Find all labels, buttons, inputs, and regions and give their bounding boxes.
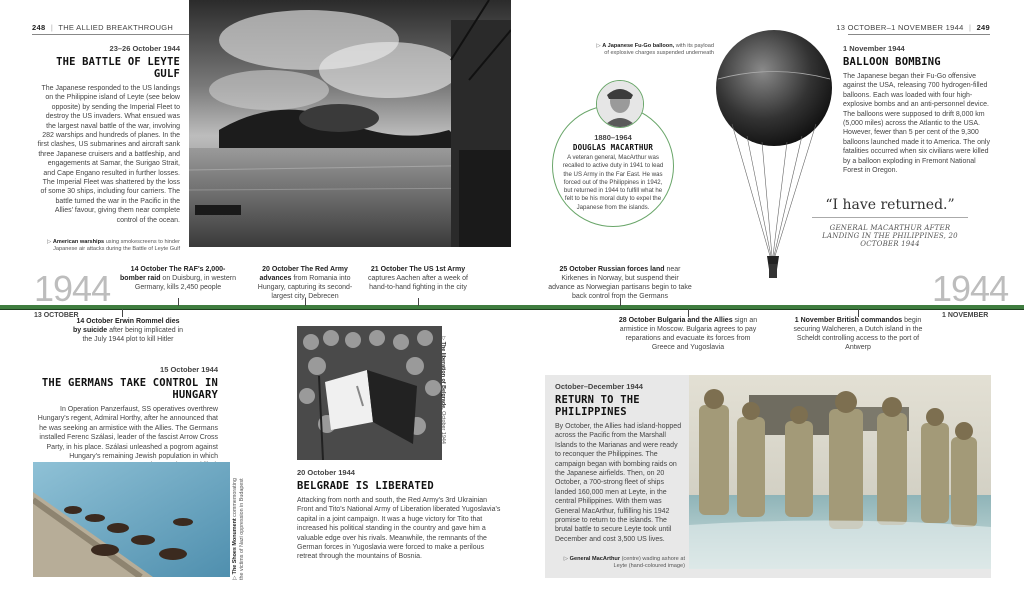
header-rule-left bbox=[32, 34, 190, 35]
timeline-entry-bold: 25 October Russian forces land bbox=[559, 266, 665, 273]
timeline-entry-below bbox=[618, 316, 758, 352]
timeline-entry-above bbox=[548, 265, 692, 301]
running-title-left: THE ALLIED BREAKTHROUGH bbox=[58, 23, 174, 32]
balloon-section bbox=[843, 44, 993, 175]
belgrade-liberation-photo bbox=[297, 326, 442, 460]
balloon-title: BALLOON BOMBING bbox=[843, 56, 941, 68]
timeline-year-left: 1944 bbox=[34, 268, 111, 309]
timeline-entry-above bbox=[368, 265, 468, 292]
philippines-date: October–December 1944 bbox=[555, 382, 643, 391]
belgrade-body: Attacking from north and south, the Red Army's 3rd Ukrainian Front and Tito's National Army of Liberation liberated Yugoslavia's capital in a joint campaign. It was a huge victory for Tito that increased his political standing in the country and gave him a valuable edge over his rivals. Meanwhile, the remnants of the German forces in Yugoslavia were forced to make a perilous retreat through the mountains of Bosnia. bbox=[297, 497, 501, 561]
philippines-caption: ▷ General MacArthur (centre) wading ashore at Leyte (hand-coloured image) bbox=[563, 556, 685, 570]
macarthur-name: DOUGLAS MACARTHUR bbox=[572, 143, 654, 152]
belgrade-caption: ▷ The liberation of Belgrade, October 1944 bbox=[440, 336, 446, 444]
balloon-caption-bold: A Japanese Fu-Go balloon, bbox=[602, 43, 675, 49]
hungary-section bbox=[36, 365, 218, 471]
leyte-body: The Japanese responded to the US landings on the Philippine island of Leyte (see below opposite) by sending the Imperial Fleet to destroy the US invaders. What ensued was the largest naval battle of the war, involving 282 warships and hundreds of planes. In the first clashes, US submarines and aircraft sank three Japanese cruisers and a battleship, and engagements at Samar, the Surigao Strait, and Cape Engano resulted in further losses. The Imperial Fleet was shattered by the loss of some 30 ships, including four carriers. The battle turned the war in the Pacific in the Allies' favour, giving them near complete control of the ocean. bbox=[37, 85, 180, 224]
balloon-body: The Japanese began their Fu-Go offensive against the USA, releasing 700 hydrogen-filled balloons. Each was loaded with four high-explosive bombs and an anti-personnel device. The balloons were supposed to drift 8,000 km (5,000 miles) across the Atlantic to the USA. However, fewer than 5 per cent of the 9,300 balloons launched made it to America. The only fatalities occurred when six civilians were killed by a balloon exploding in Fremont National Forest in Oregon. bbox=[843, 73, 990, 175]
timeline-end-date: 1 NOVEMBER bbox=[942, 312, 989, 319]
macarthur-years: 1880–1964 bbox=[594, 133, 632, 142]
running-title-right: 13 OCTOBER–1 NOVEMBER 1944 bbox=[836, 23, 964, 32]
quote-text: “I have returned.” bbox=[825, 197, 955, 213]
leyte-caption: ▷ American warships using smokescreens to hinder Japanese air attacks during the Battle of Leyte Gulf bbox=[46, 239, 180, 253]
macarthur-body: A veteran general, MacArthur was recalled to active duty in 1941 to lead the US Army in the Far East. He was forced out of the Philippines in 1942, but returned in 1944 to fulfill what he felt to be his moral duty to expel the Japanese from the islands. bbox=[562, 154, 664, 211]
macarthur-portrait bbox=[596, 80, 644, 128]
page-header-left: 248 | THE ALLIED BREAKTHROUGH bbox=[32, 23, 174, 32]
timeline-entry-bold: 28 October Bulgaria and the Allies bbox=[618, 317, 733, 324]
header-rule-right bbox=[848, 34, 990, 35]
belgrade-caption-bold: The liberation of Belgrade, bbox=[440, 341, 446, 410]
leyte-title: THE BATTLE OF LEYTE GULF bbox=[56, 56, 180, 80]
timeline-tick bbox=[122, 309, 123, 317]
belgrade-title: BELGRADE IS LIBERATED bbox=[297, 480, 434, 492]
timeline-start-date: 13 OCTOBER bbox=[34, 312, 79, 319]
shoes-caption-text: commemorating the victims of Nazi oppression in Budapest bbox=[232, 478, 245, 580]
macarthur-landing-photo bbox=[689, 375, 991, 569]
balloon-caption: ▷ A Japanese Fu-Go balloon, with its payload of explosive charges suspended underneath bbox=[596, 43, 714, 56]
belgrade-date: 20 October 1944 bbox=[297, 468, 355, 477]
belgrade-caption-text: October 1944 bbox=[440, 411, 446, 444]
macarthur-bio bbox=[561, 133, 665, 212]
timeline-entry-below bbox=[72, 317, 184, 344]
timeline-entry-text: captures Aachen after a week of hand-to-hand fighting in the city bbox=[368, 275, 469, 291]
philippines-section bbox=[555, 382, 685, 570]
leyte-section bbox=[36, 44, 180, 253]
timeline-entry-text: on Duisburg, in western Germany, kills 2,450 people bbox=[134, 275, 236, 291]
shoes-monument-photo bbox=[33, 462, 230, 577]
timeline-entry-above bbox=[250, 265, 360, 301]
page-header-right: 13 OCTOBER–1 NOVEMBER 1944 | 249 bbox=[836, 23, 990, 32]
timeline-entry-bold: 14 October Erwin Rommel dies by suicide bbox=[72, 318, 180, 334]
timeline-entry-below bbox=[790, 316, 926, 352]
leyte-date: 23–26 October 1944 bbox=[109, 44, 180, 53]
timeline-entry-text: near Kirkenes in Norway, but suspend their advance as Norwegian partisans begin to take back control from the Germans bbox=[548, 266, 692, 300]
shoes-caption-bold: The Shoes Monument bbox=[232, 518, 238, 575]
leyte-caption-text: using smokescreens to hinder Japanese air attacks during the Battle of Leyte Gulf bbox=[53, 239, 180, 253]
philippines-caption-text: (centre) wading ashore at Leyte (hand-coloured image) bbox=[613, 556, 685, 570]
timeline-entry-above bbox=[118, 265, 238, 292]
timeline-entry-text: after being implicated in the July 1944 plot to kill Hitler bbox=[82, 327, 184, 343]
quote-attribution: GENERAL MACARTHUR AFTER LANDING IN THE PHILIPPINES, 20 OCTOBER 1944 bbox=[822, 224, 958, 248]
timeline-entry-bold: 20 October The Red Army advances bbox=[259, 266, 348, 282]
timeline-bar-shadow bbox=[0, 309, 1024, 310]
hungary-title: THE GERMANS TAKE CONTROL IN HUNGARY bbox=[41, 377, 218, 401]
balloon-date: 1 November 1944 bbox=[843, 44, 905, 53]
timeline-tick bbox=[418, 298, 419, 306]
timeline-entry-bold: 1 November British commandos bbox=[794, 317, 903, 324]
timeline-entry-text: from Romania into Hungary, capturing its second-largest city, Debrecen bbox=[257, 275, 353, 300]
belgrade-section bbox=[297, 468, 503, 562]
leyte-gulf-photo bbox=[189, 0, 511, 247]
philippines-caption-bold: General MacArthur bbox=[569, 556, 620, 563]
timeline-entry-text: sign an armistice in Moscow. Bulgaria agrees to pay reparations and evacuate its forces from Greece and Yugoslavia bbox=[619, 317, 758, 351]
quote-rule bbox=[812, 217, 968, 218]
page-number-left: 248 bbox=[32, 23, 46, 32]
macarthur-quote bbox=[812, 197, 968, 248]
page-number-right: 249 bbox=[976, 23, 990, 32]
timeline-entry-bold: 14 October The RAF's 2,000-bomber raid bbox=[120, 266, 226, 282]
philippines-title: RETURN TO THE PHILIPPINES bbox=[555, 394, 640, 418]
timeline-year-right: 1944 bbox=[932, 268, 1009, 309]
balloon-caption-text: with its payload of explosive charges suspended underneath bbox=[604, 43, 714, 56]
hungary-body: In Operation Panzerfaust, SS operatives overthrew Hungary's regent, Admiral Horthy, after he announced that he was seeking an armistice with the Allies. The Germans installed Ferenc Szálasi, leader of the fascist Arrow Cross Party, in his place. Szálasi unleashed a pogrom against Hungary's remaining Jewish population in which bbox=[37, 406, 218, 461]
timeline-entry-bold: 21 October The US 1st Army bbox=[370, 266, 466, 273]
philippines-body: By October, the Allies had island-hopped across the Pacific from the Marshall Islands to the Marianas and were ready to reconquer the Philippines. The campaign began with bombing raids on the Japanese airfields. Then, on 20 October, a 700-strong fleet of ships landed 160,000 men at Leyte, in the central Philippines. With them was General MacArthur, fulfilling his 1942 promise to return to the islands. The brutal battle to secure Leyte took until December and cost 3,500 US lives. bbox=[555, 423, 682, 543]
leyte-caption-bold: American warships bbox=[52, 239, 105, 246]
shoes-caption: ▷ The Shoes Monument commemorating the victims of Nazi oppression in Budapest bbox=[232, 478, 245, 580]
timeline-tick bbox=[178, 298, 179, 306]
timeline-entry-text: begin securing Walcheren, a Dutch island in the Scheldt controlling access to the port of Antwerp bbox=[793, 317, 923, 351]
hungary-date: 15 October 1944 bbox=[160, 365, 218, 374]
